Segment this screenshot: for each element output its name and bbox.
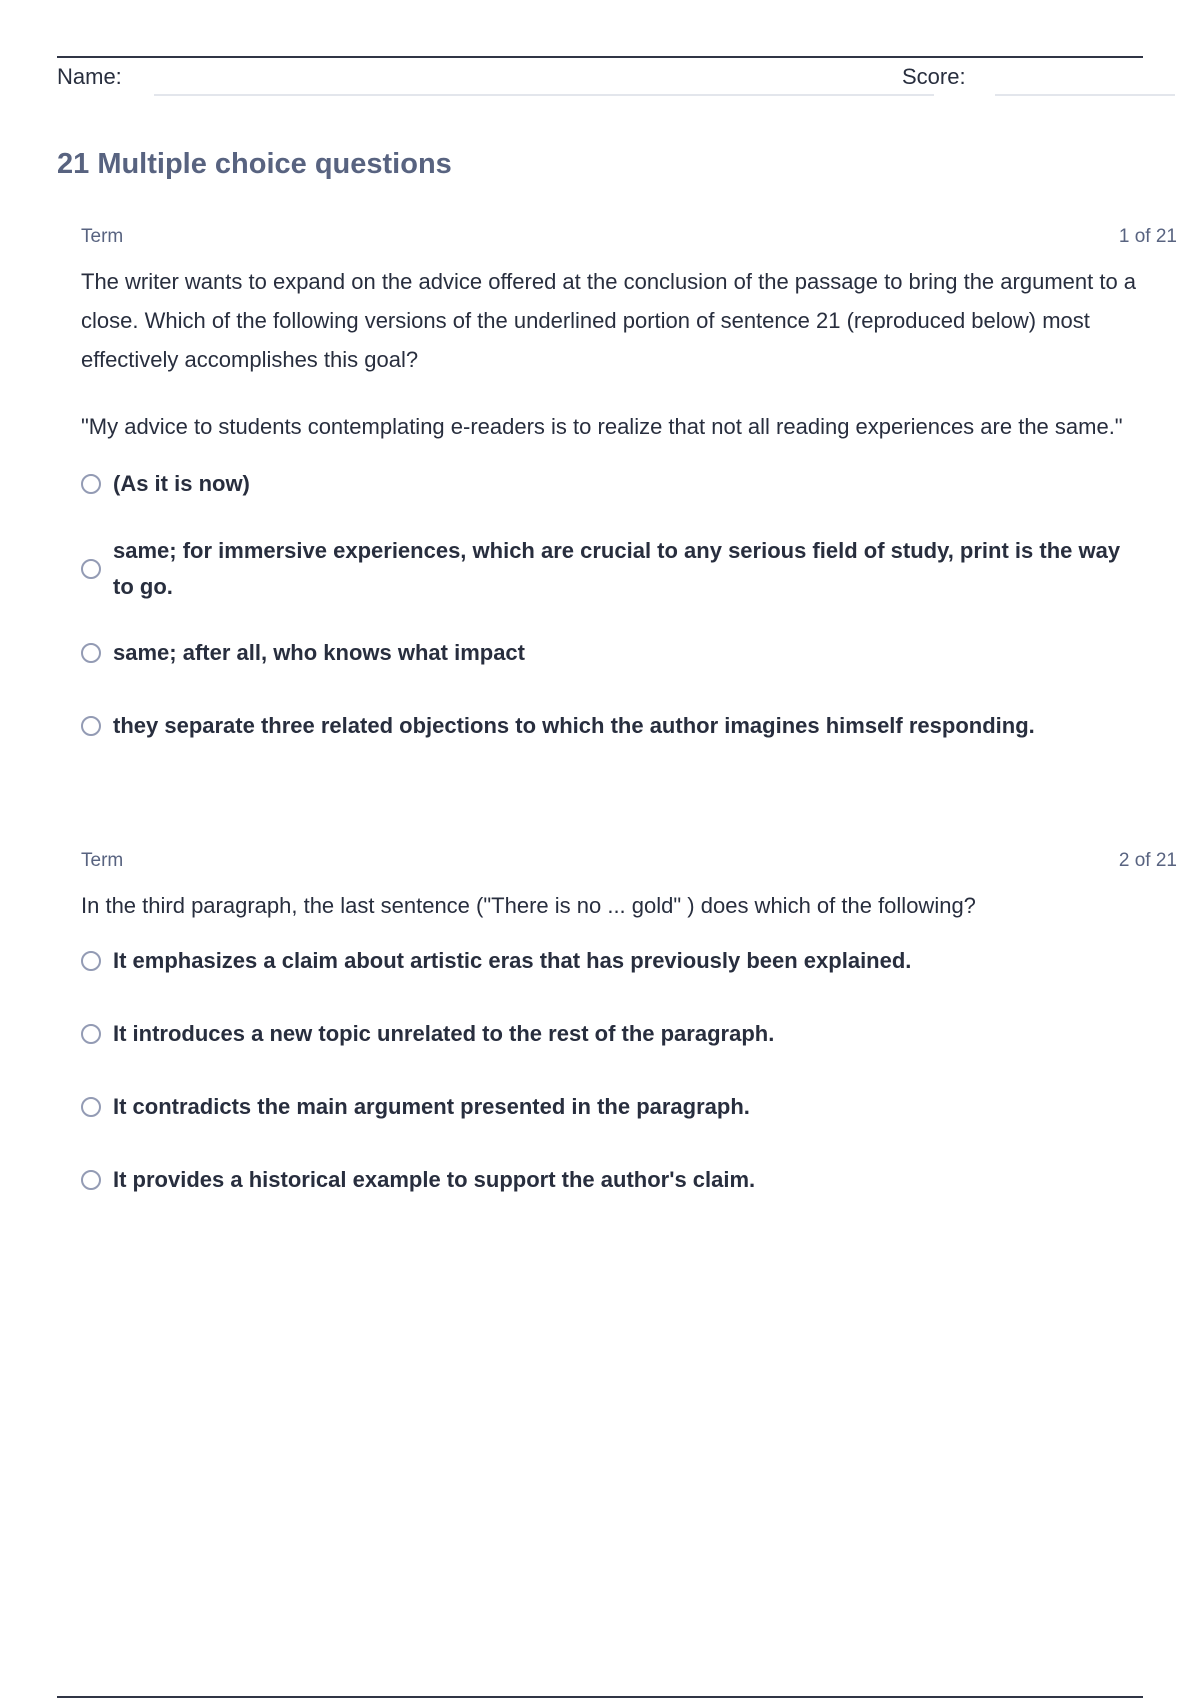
- bottom-rule: [57, 1696, 1143, 1698]
- answer-option[interactable]: [81, 708, 1177, 744]
- header-row: [57, 62, 1177, 102]
- question-prompt: The writer wants to expand on the advice offered at the conclusion of the passage to bring the argument to a close. Which of the following versions of the underlined portion of sentence 21 (reproduced below) most effectively accomplishes this goal?: [81, 269, 1137, 372]
- option-label: (As it is now): [113, 471, 250, 496]
- answer-option[interactable]: [81, 466, 1177, 502]
- answer-option[interactable]: [81, 1089, 1177, 1125]
- question-1: [81, 226, 1177, 744]
- option-label: same; after all, who knows what impact: [113, 640, 525, 665]
- answer-option[interactable]: [81, 943, 1177, 979]
- answer-options: [81, 943, 1177, 1198]
- answer-option[interactable]: [81, 1162, 1177, 1198]
- answer-options: [81, 466, 1177, 744]
- score-label: Score:: [902, 64, 966, 89]
- radio-icon[interactable]: [81, 643, 101, 663]
- radio-icon[interactable]: [81, 716, 101, 736]
- name-field[interactable]: [154, 94, 934, 96]
- radio-icon[interactable]: [81, 951, 101, 971]
- option-label: same; for immersive experiences, which are crucial to any serious field of study, print is the way to go.: [113, 538, 1121, 599]
- answer-option[interactable]: [81, 533, 1177, 605]
- term-row: [81, 850, 1177, 878]
- option-label: It emphasizes a claim about artistic eras that has previously been explained.: [113, 948, 912, 973]
- radio-icon[interactable]: [81, 1024, 101, 1044]
- term-label: Term: [81, 226, 124, 247]
- score-field[interactable]: [995, 94, 1175, 96]
- question-quote: "My advice to students contemplating e-readers is to realize that not all reading experiences are the same.": [81, 414, 1123, 439]
- question-counter: 2 of 21: [1118, 850, 1177, 871]
- option-label: It contradicts the main argument presented in the paragraph.: [113, 1094, 750, 1119]
- section-title: 21 Multiple choice questions: [57, 148, 452, 180]
- answer-option[interactable]: [81, 1016, 1177, 1052]
- radio-icon[interactable]: [81, 474, 101, 494]
- option-label: It provides a historical example to support the author's claim.: [113, 1167, 756, 1192]
- radio-icon[interactable]: [81, 1097, 101, 1117]
- option-label: they separate three related objections to which the author imagines himself responding.: [113, 713, 1035, 738]
- radio-icon[interactable]: [81, 559, 101, 579]
- top-rule: [57, 56, 1143, 58]
- term-row: [81, 226, 1177, 254]
- question-2: [81, 850, 1177, 1198]
- term-label: Term: [81, 850, 124, 871]
- option-label: It introduces a new topic unrelated to the rest of the paragraph.: [113, 1021, 775, 1046]
- question-prompt: In the third paragraph, the last sentence ("There is no ... gold" ) does which of the following?: [81, 893, 976, 918]
- question-counter: 1 of 21: [1118, 226, 1177, 247]
- name-label: Name:: [57, 64, 122, 89]
- answer-option[interactable]: [81, 635, 1177, 671]
- radio-icon[interactable]: [81, 1170, 101, 1190]
